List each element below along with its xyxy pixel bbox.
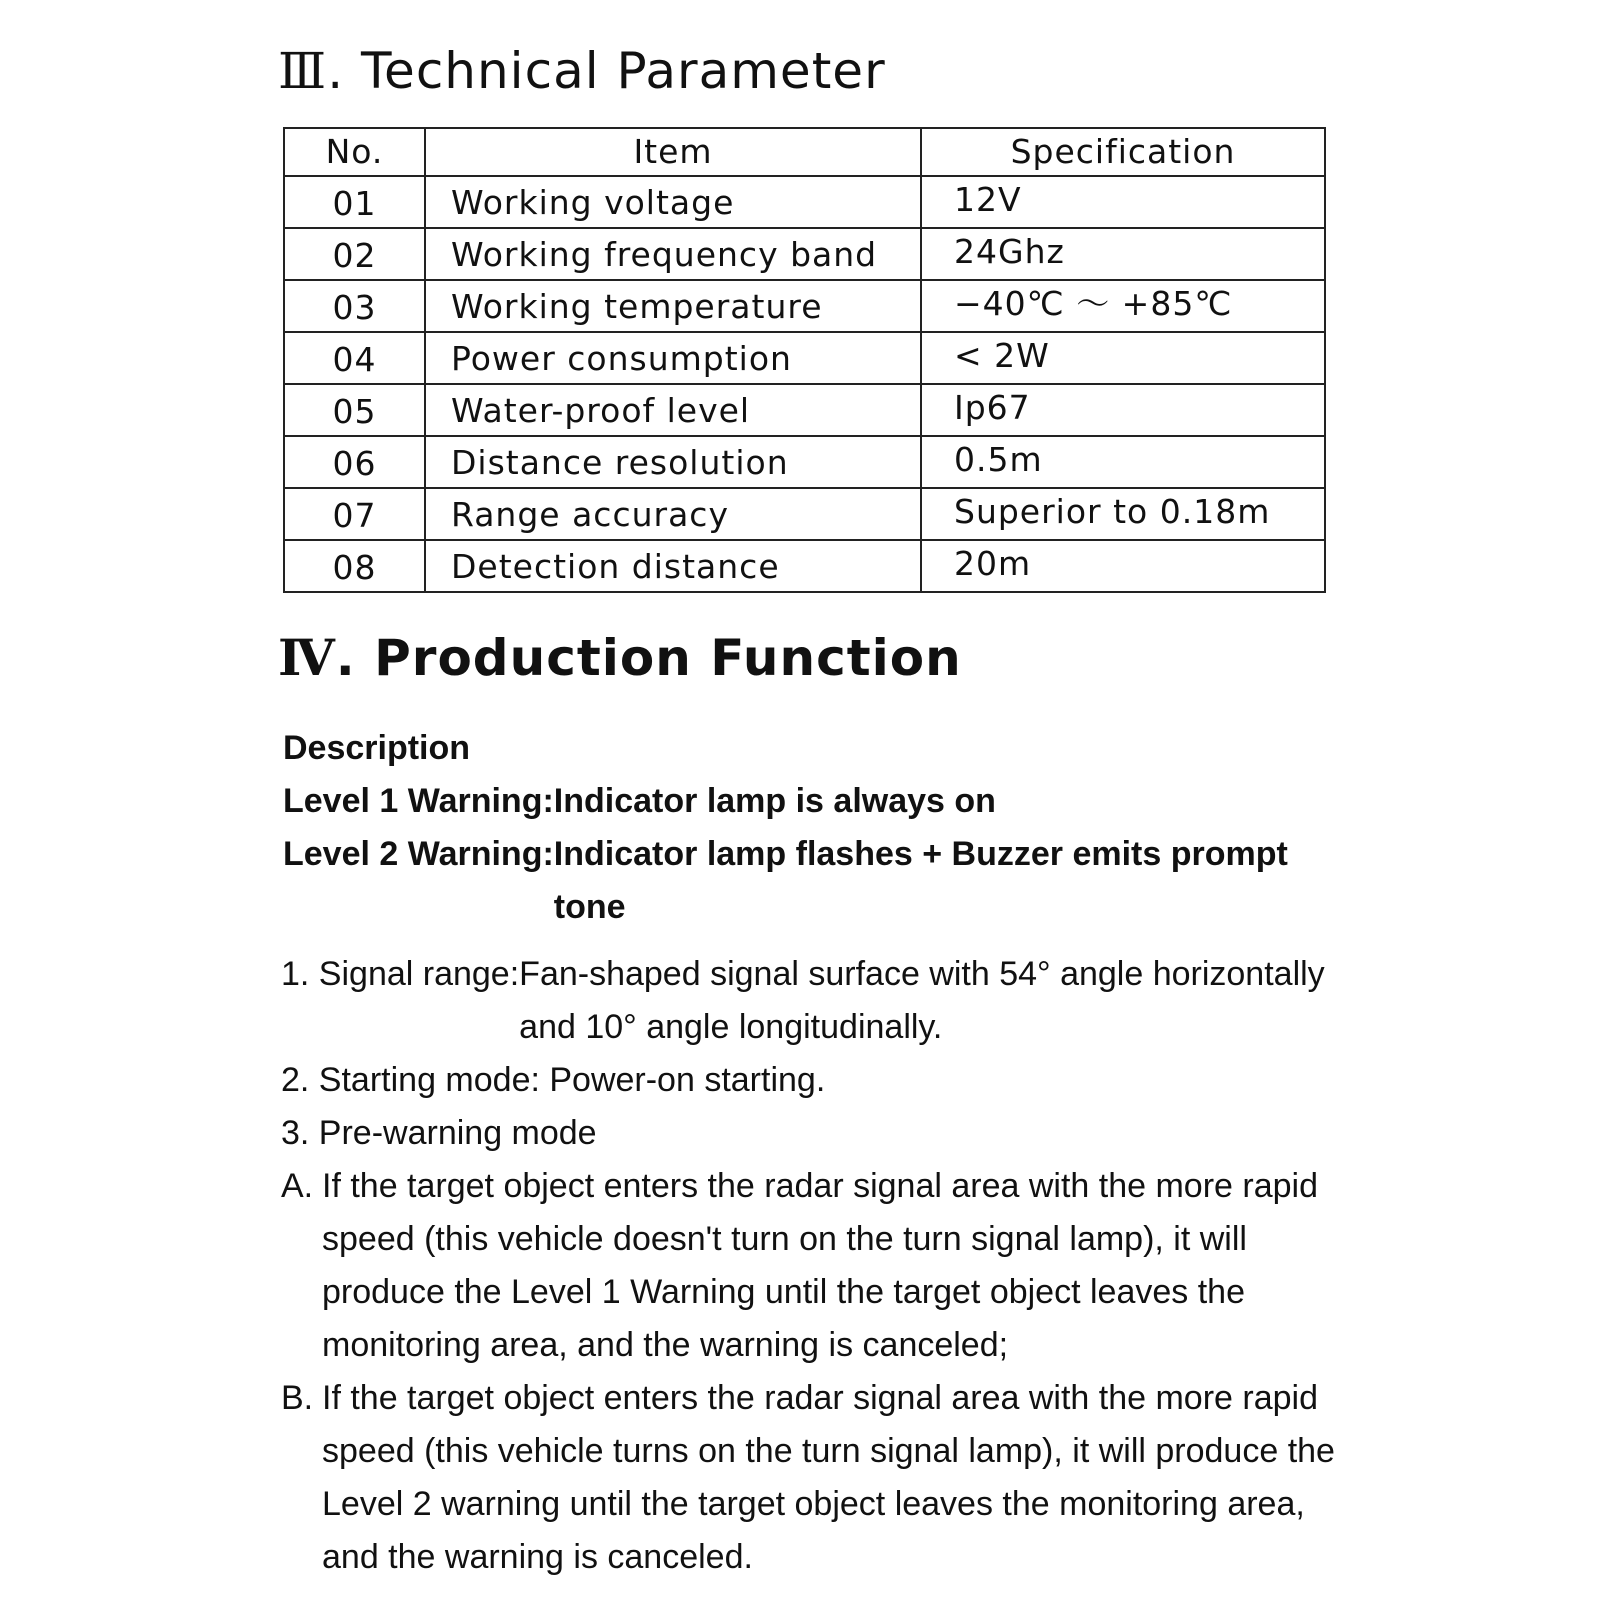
level-1-warning-text: Indicator lamp is always on bbox=[553, 782, 996, 820]
section-numeral: Ⅲ bbox=[278, 43, 328, 99]
row-number: 07 bbox=[284, 488, 425, 540]
case-b-text: If the target object enters the radar signal area with the more rapid speed (this vehicle turns on the turn signal lamp), it will produce the Level 2 warning until the target object leaves the monitoring area, and the warning is canceled. bbox=[322, 1379, 1335, 1576]
row-number: 06 bbox=[284, 436, 425, 488]
technical-parameter-table bbox=[283, 127, 1326, 593]
case-b-marker: B. bbox=[281, 1379, 314, 1417]
row-specification: Ip67 bbox=[921, 384, 1325, 436]
signal-range-item bbox=[281, 948, 1361, 1054]
row-specification: 24Ghz bbox=[921, 228, 1325, 280]
row-number: 02 bbox=[284, 228, 425, 280]
row-item: Range accuracy bbox=[425, 488, 921, 540]
row-item: Working frequency band bbox=[425, 228, 921, 280]
section-title-text: . Production Function bbox=[335, 629, 962, 687]
row-number: 08 bbox=[284, 540, 425, 592]
table-row bbox=[284, 332, 1325, 384]
table-row bbox=[284, 176, 1325, 228]
case-a-marker: A. bbox=[281, 1167, 314, 1205]
column-header-specification: Specification bbox=[921, 128, 1325, 176]
section-numeral: Ⅳ bbox=[278, 630, 336, 686]
row-number: 05 bbox=[284, 384, 425, 436]
row-item: Water-proof level bbox=[425, 384, 921, 436]
row-number: 03 bbox=[284, 280, 425, 332]
table-row bbox=[284, 540, 1325, 592]
table-row bbox=[284, 384, 1325, 436]
row-specification: 0.5m bbox=[921, 436, 1325, 488]
function-list bbox=[281, 948, 1361, 1584]
description-block bbox=[283, 722, 1343, 934]
row-specification: 20m bbox=[921, 540, 1325, 592]
section-title-production-function bbox=[278, 628, 962, 687]
row-specification: −40℃ ～ +85℃ bbox=[921, 280, 1325, 332]
level-1-warning bbox=[283, 775, 1343, 828]
level-2-warning-label: Level 2 Warning: bbox=[283, 835, 554, 873]
row-specification: < 2W bbox=[921, 332, 1325, 384]
row-item: Working voltage bbox=[425, 176, 921, 228]
row-specification: Superior to 0.18m bbox=[921, 488, 1325, 540]
signal-range-text: Fan-shaped signal surface with 54° angle horizontally and 10° angle longitudinally. bbox=[519, 955, 1325, 1046]
level-2-warning bbox=[283, 828, 1343, 934]
description-heading: Description bbox=[283, 729, 471, 767]
pre-warning-case-b bbox=[281, 1372, 1361, 1584]
section-title-technical-parameter bbox=[278, 42, 886, 100]
row-item: Distance resolution bbox=[425, 436, 921, 488]
level-1-warning-label: Level 1 Warning: bbox=[283, 782, 554, 820]
case-a-text: If the target object enters the radar signal area with the more rapid speed (this vehicle doesn't turn on the turn signal lamp), it will produce the Level 1 Warning until the target object leaves the monitoring area, and the warning is canceled; bbox=[322, 1167, 1318, 1364]
row-item: Working temperature bbox=[425, 280, 921, 332]
pre-warning-case-a bbox=[281, 1160, 1361, 1372]
pre-warning-mode-item: 3. Pre-warning mode bbox=[281, 1114, 597, 1152]
table-row bbox=[284, 436, 1325, 488]
row-item: Detection distance bbox=[425, 540, 921, 592]
level-2-warning-text: Indicator lamp flashes + Buzzer emits prompt tone bbox=[553, 835, 1288, 926]
column-header-item: Item bbox=[425, 128, 921, 176]
table-row bbox=[284, 488, 1325, 540]
row-number: 04 bbox=[284, 332, 425, 384]
starting-mode-item: 2. Starting mode: Power-on starting. bbox=[281, 1061, 826, 1099]
column-header-no: No. bbox=[284, 128, 425, 176]
table-header-row bbox=[284, 128, 1325, 176]
table-row bbox=[284, 280, 1325, 332]
row-item: Power consumption bbox=[425, 332, 921, 384]
row-number: 01 bbox=[284, 176, 425, 228]
section-title-text: . Technical Parameter bbox=[327, 42, 886, 100]
row-specification: 12V bbox=[921, 176, 1325, 228]
table-row bbox=[284, 228, 1325, 280]
signal-range-label: 1. Signal range: bbox=[281, 955, 520, 993]
